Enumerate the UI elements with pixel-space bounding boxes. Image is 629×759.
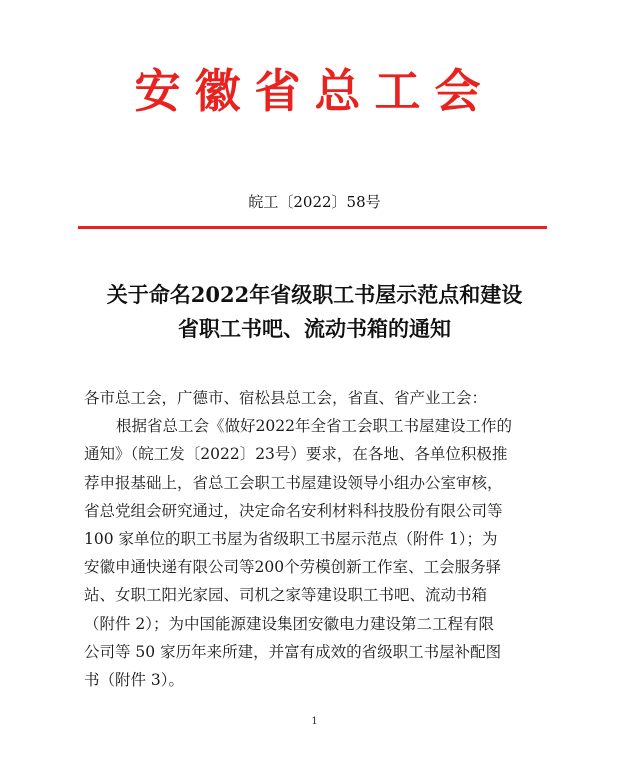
paragraph-line: （附件 2）；为中国能源建设集团安徽电力建设第二工程有限 [84, 614, 495, 633]
page-number: 1 [311, 716, 318, 727]
paragraph-line: 省总党组会研究通过，决定命名安利材料科技股份有限公司等 [84, 501, 503, 520]
paragraph-line: 公司等 50 家历年来所建，并富有成效的省级职工书屋补配图 [84, 642, 502, 661]
salutation: 各市总工会，广德市、宿松县总工会，省直、省产业工会： [84, 389, 488, 407]
paragraph-line: 100 家单位的职工书屋为省级职工书屋示范点（附件 1）；为 [84, 530, 498, 549]
paragraph-line: 荐申报基础上，省总工会职工书屋建设领导小组办公室审核， [84, 473, 503, 492]
paragraph-line: 安徽申通快递有限公司等200个劳模创新工作室、工会服务驿 [84, 558, 502, 577]
notice-title-line-2: 省职工书吧、流动书箱的通知 [178, 316, 451, 341]
notice-body [84, 384, 554, 694]
paragraph-line: 通知》（皖工发〔2022〕23号）要求，在各地、各单位积极推 [84, 445, 508, 464]
paragraph-line: 根据省总工会《做好2022年全省工会职工书屋建设工作的 [116, 417, 512, 436]
notice-title [40, 278, 589, 346]
notice-title-line-1: 关于命名2022年省级职工书屋示范点和建设 [106, 282, 523, 307]
red-divider-line [78, 226, 547, 229]
paragraph-line: 站、女职工阳光家园、司机之家等建设职工书吧、流动书箱 [84, 586, 488, 605]
document-number: 皖工〔2022〕58号 [248, 193, 381, 211]
paragraph-line: 书（附件 3）。 [84, 671, 185, 690]
org-header-title: 安徽省总工会 [134, 64, 495, 118]
